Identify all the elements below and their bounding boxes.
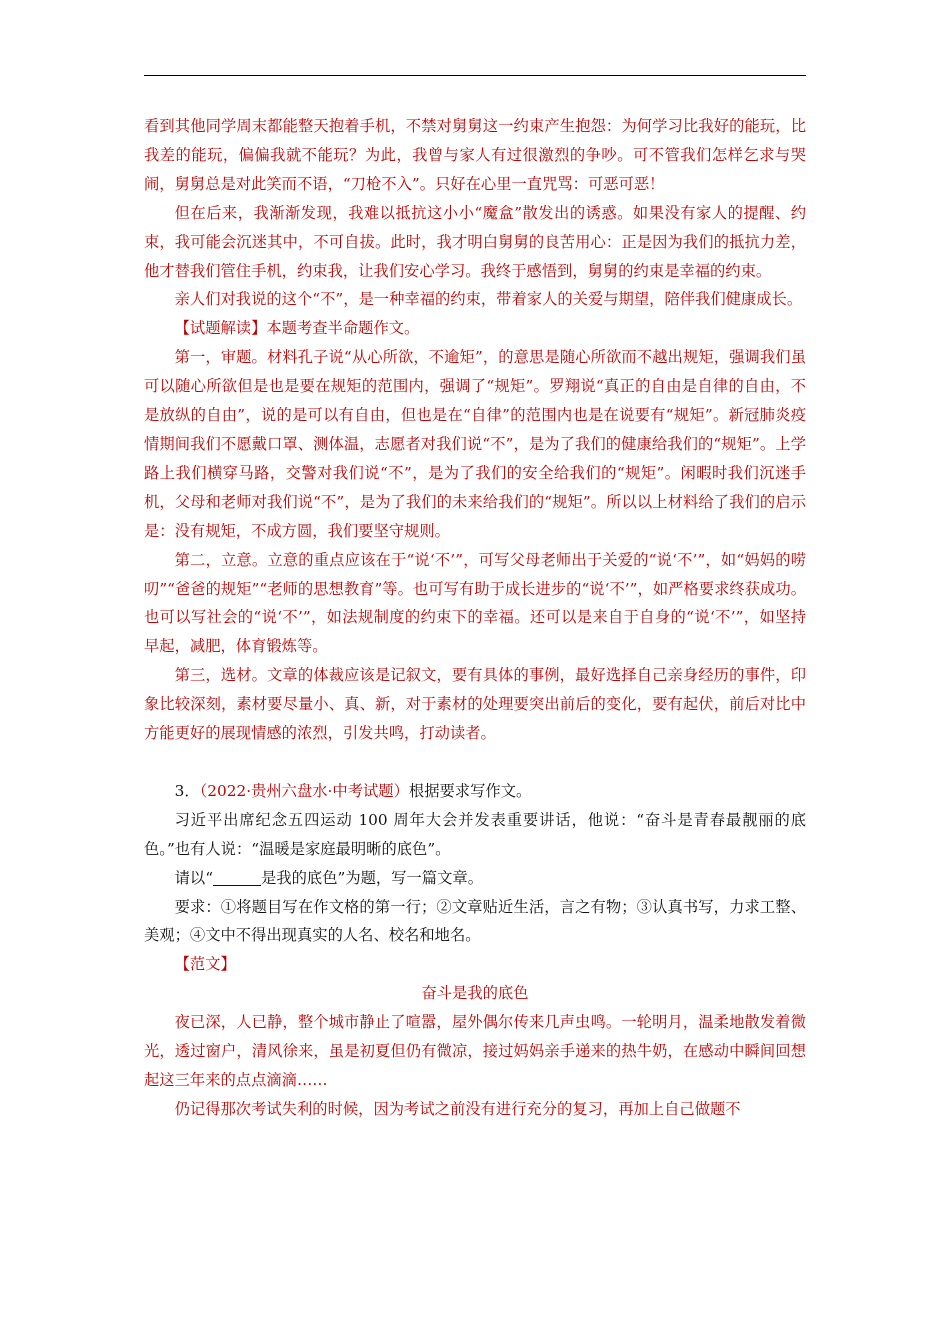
question-prompt [144,864,806,893]
model-essay-paragraph: 仍记得那次考试失利的时候，因为考试之前没有进行充分的复习，再加上自己做题不 [174,1099,741,1118]
header-rule [144,75,806,76]
analysis-heading: 【试题解读】本题考查半命题作文。 [174,319,420,338]
question-instruction: 根据要求写作文。 [408,781,532,800]
question-material: 习近平出席纪念五四运动 100 周年大会并发表重要讲话，他说：“奋斗是青春最靓丽的底色。”也有人说：“温暖是家庭最明晰的底色”。 [144,810,806,858]
prompt-prefix: 请以“ [174,868,214,887]
model-essay-label: 【范文】 [174,955,236,974]
essay-paragraph: 但在后来，我渐渐发现，我难以抵抗这小小“魔盒”散发出的诱惑。如果没有家人的提醒、约束，我可能会沉迷其中，不可自拔。此时，我才明白舅舅的良苦用心：正是因为我们的抵抗力差，他才替我们管住手机，约束我，让我们安心学习。我终于感悟到，舅舅的约束是幸福的约束。 [144,203,806,280]
title-blank [213,869,261,885]
spacer [144,748,806,777]
prompt-suffix: 是我的底色”为题，写一篇文章。 [261,868,483,887]
analysis-paragraph: 第一，审题。材料孔子说“从心所欲，不逾矩”，的意思是随心所欲而不越出规矩，强调我们虽可以随心所欲但是也是要在规矩的范围内，强调了“规矩”。罗翔说“真正的自由是自律的自由，不是放纵的自由”，说的是可以有自由，但也是在“自律”的范围内也是在说要有“规矩”。新冠肺炎疫情期间我们不愿戴口罩、测体温，志愿者对我们说“不”，是为了我们的健康给我们的“规矩”。上学路上我们横穿马路，交警对我们说“不”，是为了我们的安全给我们的“规矩”。闲暇时我们沉迷手机，父母和老师对我们说“不”，是为了我们的未来给我们的“规矩”。所以以上材料给了我们的启示是：没有规矩，不成方圆，我们要坚守规则。 [144,348,806,540]
analysis-paragraph: 第二，立意。立意的重点应该在于“说‘不’”，可写父母老师出于关爱的“说‘不’”，如“妈妈的唠叨”“爸爸的规矩”“老师的思想教育”等。也可写有助于成长进步的“说‘不’”，如严格要求终获成功。也可以写社会的“说‘不’”，如法规制度的约束下的幸福。还可以是来自于自身的“说‘不’”，如坚持早起，减肥，体育锻炼等。 [144,550,806,656]
analysis-paragraph: 第三，选材。文章的体裁应该是记叙文，要有具体的事例，最好选择自己亲身经历的事件，印象比较深刻，素材要尽量小、真、新，对于素材的处理要突出前后的变化，要有起伏，前后对比中方能更好的展现情感的浓烈，引发共鸣，打动读者。 [144,666,806,743]
question-number: 3． [174,781,200,800]
question-header [144,777,806,806]
essay-paragraph: 亲人们对我说的这个“不”，是一种幸福的约束，带着家人的关爱与期望，陪伴我们健康成长。 [174,290,803,309]
question-requirements: 要求：①将题目写在作文格的第一行；②文章贴近生活，言之有物；③认真书写，力求工整、美观；④文中不得出现真实的人名、校名和地名。 [144,897,806,945]
document-body [144,112,806,1124]
model-essay-paragraph: 夜已深，人已静，整个城市静止了喧嚣，屋外偶尔传来几声虫鸣。一轮明月，温柔地散发着微光，透过窗户，清风徐来，虽是初夏但仍有微凉，接过妈妈亲手递来的热牛奶，在感动中瞬间回想起这三年来的点点滴滴…… [144,1013,806,1089]
question-source: （2022·贵州六盘水·中考试题） [199,781,409,800]
model-essay-title: 奋斗是我的底色 [421,984,529,1003]
essay-paragraph: 看到其他同学周末都能整天抱着手机，不禁对舅舅这一约束产生抱怨：为何学习比我好的能玩，比我差的能玩，偏偏我就不能玩？为此，我曾与家人有过很激烈的争吵。可不管我们怎样乞求与哭闹，舅舅总是对此笑而不语，“刀枪不入”。只好在心里一直咒骂：可恶可恶！ [144,117,806,193]
